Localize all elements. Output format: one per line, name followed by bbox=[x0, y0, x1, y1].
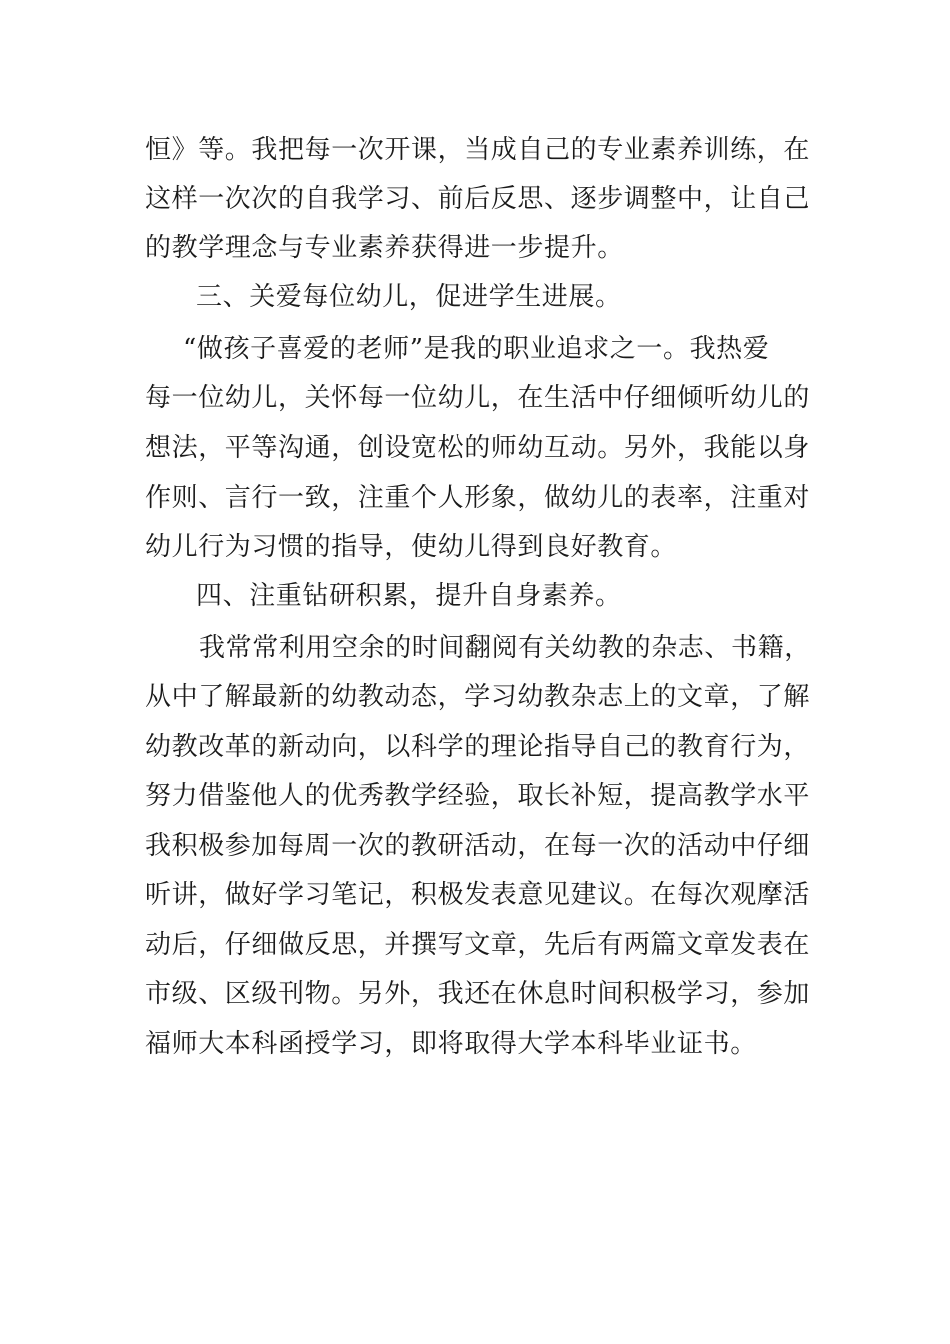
text-line: 努力借鉴他人的优秀教学经验，取长补短，提高教学水平 bbox=[145, 781, 811, 811]
text-line: 幼教改革的新动向，以科学的理论指导自己的教育行为， bbox=[145, 732, 811, 762]
text-line: 每一位幼儿，关怀每一位幼儿，在生活中仔细倾听幼儿的 bbox=[145, 383, 811, 413]
text-line: 我积极参加每周一次的教研活动，在每一次的活动中仔细 bbox=[145, 831, 811, 861]
text-line: 想法，平等沟通，创设宽松的师幼互动。另外，我能以身 bbox=[145, 433, 811, 463]
section-heading-4: 四、注重钻研积累，提升自身素养。 bbox=[196, 581, 622, 611]
text-line: 恒》等。我把每一次开课，当成自己的专业素养训练，在 bbox=[145, 135, 811, 165]
text-line: 动后，仔细做反思，并撰写文章，先后有两篇文章发表在 bbox=[145, 930, 811, 960]
text-line: 幼儿行为习惯的指导，使幼儿得到良好教育。 bbox=[145, 532, 678, 562]
paragraph-first-line: 我常常利用空余的时间翻阅有关幼教的杂志、书籍， bbox=[199, 633, 811, 663]
paragraph-first-line: “做孩子喜爱的老师”是我的职业追求之一。我热爱 bbox=[183, 334, 770, 364]
text-line: 市级、区级刊物。另外，我还在休息时间积极学习，参加 bbox=[145, 979, 811, 1009]
section-heading-3: 三、关爱每位幼儿，促进学生进展。 bbox=[196, 282, 622, 312]
text-line: 作则、言行一致，注重个人形象，做幼儿的表率，注重对 bbox=[145, 483, 811, 513]
text-line: 这样一次次的自我学习、前后反思、逐步调整中，让自己 bbox=[145, 184, 811, 214]
text-line: 听讲，做好学习笔记，积极发表意见建议。在每次观摩活 bbox=[145, 880, 811, 910]
text-line: 的教学理念与专业素养获得进一步提升。 bbox=[145, 233, 624, 263]
text-line: 福师大本科函授学习，即将取得大学本科毕业证书。 bbox=[145, 1029, 757, 1059]
text-line: 从中了解最新的幼教动态，学习幼教杂志上的文章，了解 bbox=[145, 682, 811, 712]
